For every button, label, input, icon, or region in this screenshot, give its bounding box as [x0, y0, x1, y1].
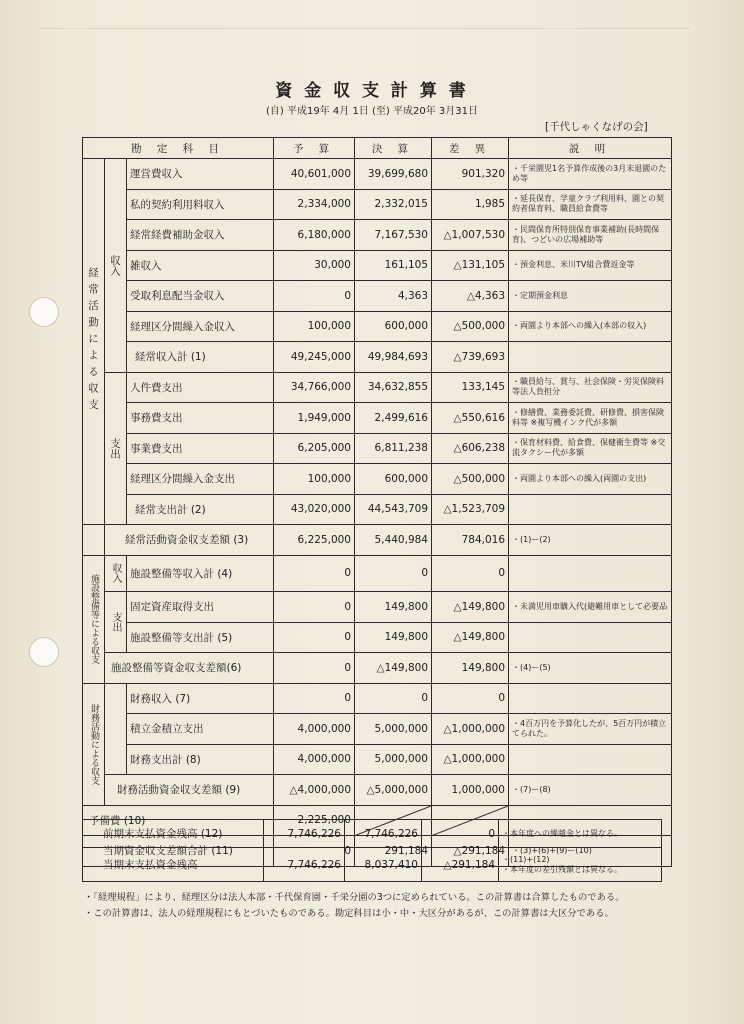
row-actual: 161,105: [355, 250, 432, 281]
row-diff: △291,184: [422, 848, 499, 882]
footnotes: [84, 890, 625, 922]
row-budget: 0: [274, 555, 355, 592]
table-row: [83, 403, 672, 434]
header-diff: 差 異: [432, 138, 509, 159]
row-note: ・定期預金利息: [509, 281, 672, 312]
row-actual: 600,000: [355, 311, 432, 342]
row-diff: △149,800: [432, 592, 509, 623]
row-diff: △1,000,000: [432, 744, 509, 775]
table-row: [83, 555, 672, 592]
organization-name: [千代しゃくなげの会]: [545, 121, 648, 133]
row-actual: △149,800: [355, 653, 432, 684]
row-note: ・(1)ー(2): [509, 525, 672, 556]
row-budget: 7,746,226: [264, 820, 345, 848]
row-diff: △149,800: [432, 622, 509, 653]
row-note: ・預金利息、米川TV組合費返金等: [509, 250, 672, 281]
row-label: 事務費支出: [127, 403, 274, 434]
section-shisetsu: 施設整備等による収支: [83, 555, 105, 683]
row-label: 施設整備等収入計 (4): [127, 555, 274, 592]
row-budget: 2,225,000: [274, 805, 355, 836]
row-label: 施設整備等資金収支差額(6): [105, 653, 274, 684]
row-actual: 600,000: [355, 464, 432, 495]
row-actual: 7,746,226: [345, 820, 422, 848]
row-diff: 133,145: [432, 372, 509, 403]
row-budget: 1,949,000: [274, 403, 355, 434]
row-note: [509, 622, 672, 653]
footnote-1: ・「経理規程」により、経理区分は法人本部・千代保育園・千栄分園の3つに定められている。この計算書は合算したものである。: [84, 892, 625, 903]
table-row: [83, 683, 672, 714]
table-row: [83, 848, 662, 882]
row-actual: 5,000,000: [355, 744, 432, 775]
row-budget: 0: [274, 281, 355, 312]
table-row-subtotal: [83, 342, 672, 373]
table-row: [83, 433, 672, 464]
row-label: 経常収入計 (1): [127, 342, 274, 373]
row-budget: 4,000,000: [274, 714, 355, 745]
row-budget: 0: [274, 592, 355, 623]
row-budget: 0: [274, 836, 355, 867]
row-label: 運営費収入: [127, 159, 274, 190]
row-label: 事業費支出: [127, 433, 274, 464]
row-label: 積立金積立支出: [127, 714, 274, 745]
row-note: ・千栄園児1名予算作成後の3月末退園のため等: [509, 159, 672, 190]
row-actual: 149,800: [355, 622, 432, 653]
row-label: 経常活動資金収支差額 (3): [105, 525, 274, 556]
row-note: ・(3)+(6)+(9)ー(10): [509, 836, 672, 867]
row-note: ・(11)+(12) ・本年度の差引残額とは異なる。: [499, 848, 662, 882]
row-diff: △500,000: [432, 311, 509, 342]
table-row: [83, 220, 672, 251]
row-diff: △4,363: [432, 281, 509, 312]
row-budget: 6,225,000: [274, 525, 355, 556]
row-budget: △4,000,000: [274, 775, 355, 806]
row-diff: △500,000: [432, 464, 509, 495]
row-diff: 1,985: [432, 189, 509, 220]
row-actual: 5,000,000: [355, 714, 432, 745]
bleed-through-lines: [40, 28, 690, 39]
row-note: ・4百万円を予算化したが、5百万円が積立てられた。: [509, 714, 672, 745]
row-diff: △550,616: [432, 403, 509, 434]
cashflow-table: [82, 137, 672, 867]
table-row: [83, 250, 672, 281]
table-row: [83, 744, 672, 775]
row-actual: 4,363: [355, 281, 432, 312]
row-diff: 784,016: [432, 525, 509, 556]
row-label: 施設整備等支出計 (5): [127, 622, 274, 653]
table-row: [83, 592, 672, 623]
row-note: ・(7)ー(8): [509, 775, 672, 806]
row-diff: △1,000,000: [432, 714, 509, 745]
row-diff: △739,693: [432, 342, 509, 373]
row-label: 当期資金収支差額合計 (11): [83, 836, 274, 867]
row-diff: △131,105: [432, 250, 509, 281]
table-row-net: [83, 525, 672, 556]
table-row-subtotal: [83, 494, 672, 525]
row-budget: 0: [274, 622, 355, 653]
row-label: 財務支出計 (8): [127, 744, 274, 775]
row-label: 固定資産取得支出: [127, 592, 274, 623]
row-label: 雑収入: [127, 250, 274, 281]
row-label: 経理区分間繰入金収入: [127, 311, 274, 342]
group-income: 収入: [105, 159, 127, 373]
row-note: ・民間保育所特別保育事業補助(長時間保育)、つどいの広場補助等: [509, 220, 672, 251]
period-line: (自) 平成19年 4月 1日 (至) 平成20年 3月31日: [266, 106, 478, 117]
row-diff: 901,320: [432, 159, 509, 190]
group-s-expense: 支出: [105, 592, 127, 653]
table-header-row: [83, 138, 672, 159]
row-actual: 0: [355, 555, 432, 592]
table-row: [83, 464, 672, 495]
row-budget: 4,000,000: [274, 744, 355, 775]
row-label: 財務収入 (7): [127, 683, 274, 714]
table-row: [83, 622, 672, 653]
row-note: [509, 494, 672, 525]
row-budget: 6,205,000: [274, 433, 355, 464]
row-note: ・本年度への繰越金とは異なる。: [499, 820, 662, 848]
row-label: 前期末支払資金残高 (12): [83, 820, 264, 848]
row-budget: 34,766,000: [274, 372, 355, 403]
table-row: [83, 311, 672, 342]
table-row: [83, 820, 662, 848]
row-note: [509, 683, 672, 714]
group-expense: 支出: [105, 372, 127, 525]
row-label: 経理区分間繰入金支出: [127, 464, 274, 495]
row-actual: 2,332,015: [355, 189, 432, 220]
header-note: 説 明: [509, 138, 672, 159]
header-item: 勘 定 科 目: [83, 138, 274, 159]
punch-hole-top: [29, 297, 59, 327]
section-keijo: 経常活動による収支: [83, 159, 105, 525]
group-s-income: 収入: [105, 555, 127, 592]
footnote-2: ・この計算書は、法人の経理規程にもとづいたものである。勘定科目は小・中・大区分があるが、この計算書は大区分である。: [84, 908, 614, 919]
row-budget: 49,245,000: [274, 342, 355, 373]
row-diff: △606,238: [432, 433, 509, 464]
page-title: 資 金 収 支 計 算 書: [275, 81, 469, 101]
row-budget: 100,000: [274, 464, 355, 495]
row-diff: 0: [422, 820, 499, 848]
row-actual: 44,543,709: [355, 494, 432, 525]
row-note: [509, 555, 672, 592]
row-note: ・両園より本部への繰入(本部の収入): [509, 311, 672, 342]
row-label: 経常支出計 (2): [127, 494, 274, 525]
row-label: 人件費支出: [127, 372, 274, 403]
row-note: [509, 342, 672, 373]
row-note: ・修繕費、業務委託費、研修費、損害保険料等 ※複写機インク代が多額: [509, 403, 672, 434]
row-budget: 40,601,000: [274, 159, 355, 190]
row-diff: △291,184: [432, 836, 509, 867]
row-actual: 8,037,410: [345, 848, 422, 882]
header-actual: 決 算: [355, 138, 432, 159]
row-actual: 2,499,616: [355, 403, 432, 434]
row-diff: 0: [432, 683, 509, 714]
row-diff: △1,523,709: [432, 494, 509, 525]
table-row: [83, 159, 672, 190]
row-budget: 0: [274, 653, 355, 684]
row-budget: 43,020,000: [274, 494, 355, 525]
row-label: 私的契約利用料収入: [127, 189, 274, 220]
punch-hole-bottom: [29, 637, 59, 667]
row-actual: △5,000,000: [355, 775, 432, 806]
section-zaimu: 財務活動による収支: [83, 683, 105, 805]
row-budget: 2,334,000: [274, 189, 355, 220]
row-actual: 39,699,680: [355, 159, 432, 190]
row-actual: 7,167,530: [355, 220, 432, 251]
row-note: [509, 744, 672, 775]
table-row: [83, 372, 672, 403]
row-note: ・延長保育、学童クラブ利用料、園との契約者保育料、職員給食費等: [509, 189, 672, 220]
row-budget: 30,000: [274, 250, 355, 281]
row-label: 当期末支払資金残高: [83, 848, 264, 882]
row-budget: 0: [274, 683, 355, 714]
row-diff: △1,007,530: [432, 220, 509, 251]
row-label: 経常経費補助金収入: [127, 220, 274, 251]
row-actual: 34,632,855: [355, 372, 432, 403]
row-diff: 149,800: [432, 653, 509, 684]
table-row: [83, 281, 672, 312]
table-row-net: [83, 775, 672, 806]
row-note: ・保育材料費、給食費、保健衛生費等 ※交流タクシー代が多額: [509, 433, 672, 464]
row-actual: 291,184: [355, 836, 432, 867]
row-actual: 149,800: [355, 592, 432, 623]
table-row: [83, 189, 672, 220]
table-row-net: [83, 653, 672, 684]
row-note: ・未満児用車購入代(避難用車として必要品: [509, 592, 672, 623]
row-label: 財務活動資金収支差額 (9): [105, 775, 274, 806]
row-actual: 0: [355, 683, 432, 714]
row-actual: 49,984,693: [355, 342, 432, 373]
row-label: 予備費 (10): [83, 805, 274, 836]
row-diff: 1,000,000: [432, 775, 509, 806]
row-actual: 5,440,984: [355, 525, 432, 556]
balance-table: [82, 819, 662, 882]
row-budget: 7,746,226: [264, 848, 345, 882]
row-note: ・(4)ー(5): [509, 653, 672, 684]
row-diff: 0: [432, 555, 509, 592]
row-actual: 6,811,238: [355, 433, 432, 464]
header-budget: 予 算: [274, 138, 355, 159]
row-note: ・職員給与、賞与、社会保険・労災保険料等法人負担分: [509, 372, 672, 403]
row-note: ・両園より本部への繰入(両園の支出): [509, 464, 672, 495]
table-row: [83, 714, 672, 745]
row-budget: 100,000: [274, 311, 355, 342]
row-budget: 6,180,000: [274, 220, 355, 251]
row-label: 受取利息配当金収入: [127, 281, 274, 312]
